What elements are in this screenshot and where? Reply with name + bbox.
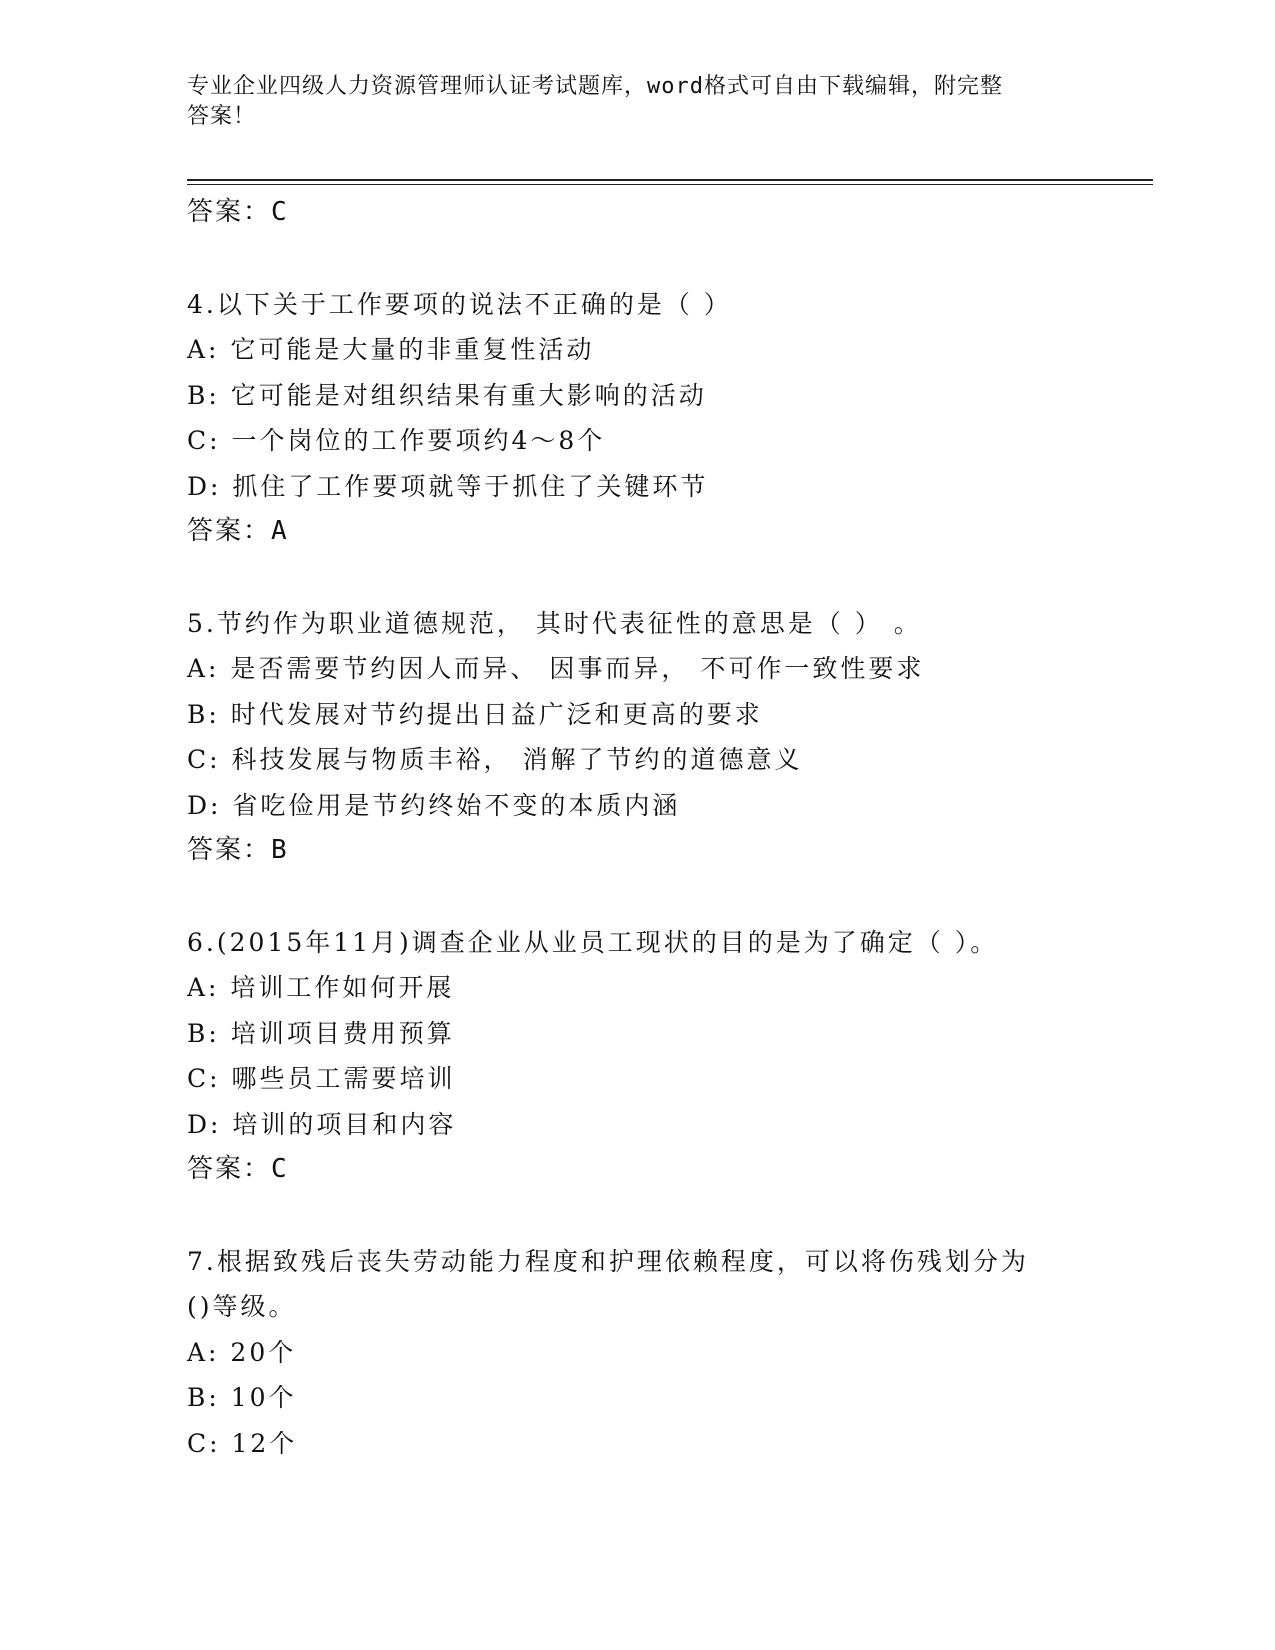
option-d: D: 省吃俭用是节约终始不变的本质内涵 [187, 790, 681, 820]
question-text: 5.节约作为职业道德规范， 其时代表征性的意思是（ ） 。 [187, 608, 922, 638]
option-d: D: 培训的项目和内容 [187, 1109, 457, 1139]
option-b: B: 培训项目费用预算 [187, 1018, 455, 1048]
option-d: D: 抓住了工作要项就等于抓住了关键环节 [187, 471, 709, 501]
header-divider-thick [187, 179, 1153, 181]
option-b: B: 10个 [187, 1383, 297, 1412]
header-divider-thin [187, 184, 1153, 185]
question-text-line-2: ()等级。 [187, 1292, 297, 1321]
question-block-5 [187, 601, 1147, 874]
option-c: C: 科技发展与物质丰裕， 消解了节约的道德意义 [187, 745, 803, 774]
option-b: B: 它可能是对组织结果有重大影响的活动 [187, 380, 707, 410]
question-block-6 [187, 920, 1147, 1193]
option-a: A: 20个 [187, 1337, 297, 1367]
document-header [187, 72, 1087, 132]
option-a: A: 它可能是大量的非重复性活动 [187, 335, 595, 364]
question-block-4 [187, 282, 1147, 555]
option-a: A: 培训工作如何开展 [187, 973, 455, 1002]
option-b: B: 时代发展对节约提出日益广泛和更高的要求 [187, 699, 763, 729]
answer: 答案：C [187, 1154, 289, 1184]
question-text: 6.(2015年11月)调查企业从业员工现状的目的是为了确定（ ）。 [187, 927, 999, 957]
question-block-7 [187, 1239, 1147, 1467]
header-text-line-2: 答案！ [187, 104, 257, 129]
option-a: A: 是否需要节约因人而异、 因事而异， 不可作一致性要求 [187, 654, 925, 683]
option-c: C: 一个岗位的工作要项约4～8个 [187, 426, 606, 455]
answer: 答案：A [187, 516, 289, 546]
option-c: C: 哪些员工需要培训 [187, 1064, 456, 1093]
option-c: C: 12个 [187, 1428, 298, 1458]
answer-q3: 答案：C [187, 197, 289, 227]
question-text-line-1: 7.根据致残后丧失劳动能力程度和护理依赖程度，可以将伤残划分为 [187, 1246, 1029, 1276]
question-text: 4.以下关于工作要项的说法不正确的是（ ） [187, 289, 732, 319]
answer: 答案：B [187, 835, 289, 865]
question-list [187, 190, 1147, 1466]
header-text-line-1: 专业企业四级人力资源管理师认证考试题库，word格式可自由下载编辑，附完整 [187, 74, 1003, 99]
